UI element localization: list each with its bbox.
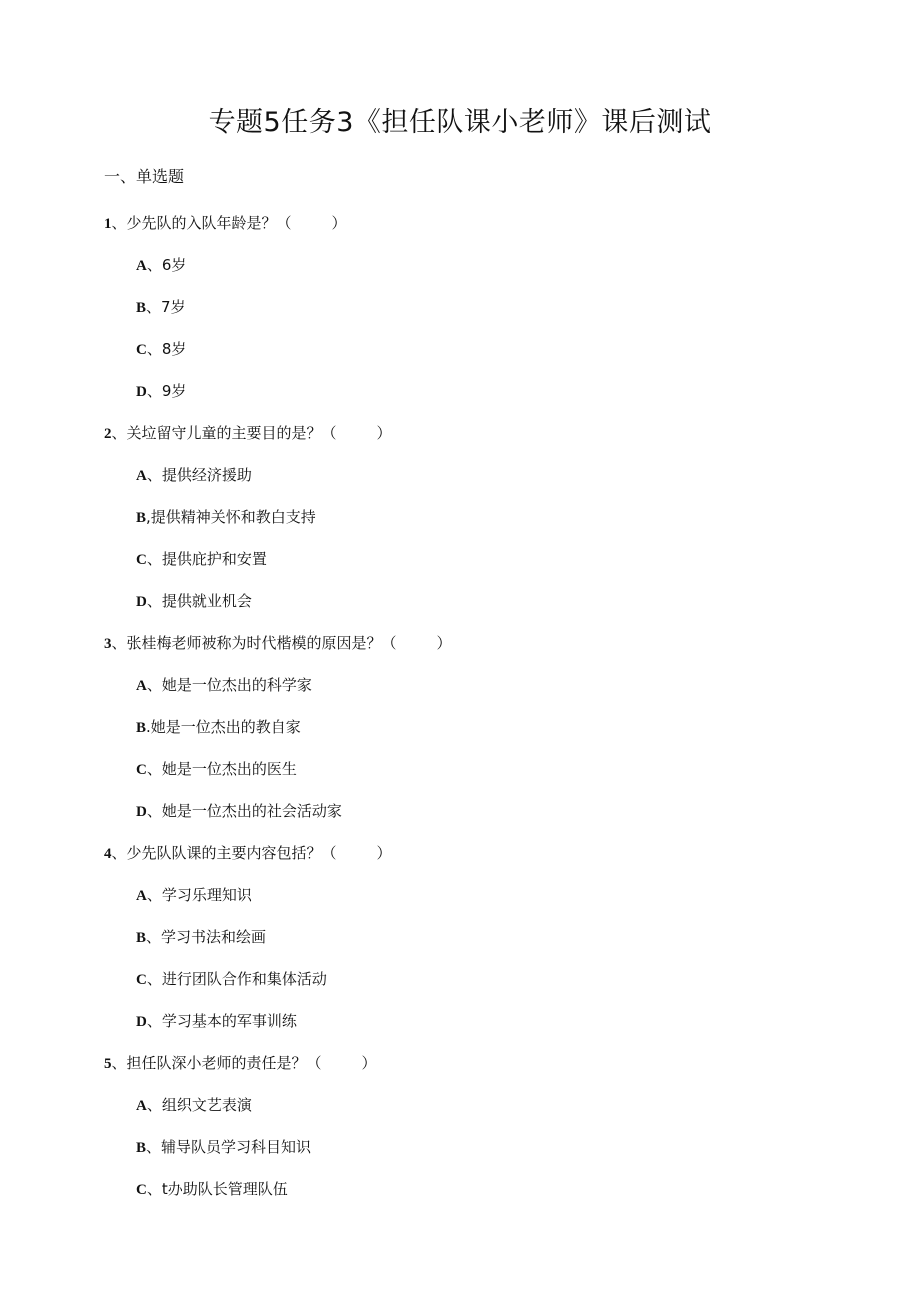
question-text: 、担任队深小老师的责任是？（ <box>111 1054 322 1072</box>
option-label: A <box>136 888 147 904</box>
option-separator: . <box>146 718 151 736</box>
question-text: 、少先队的入队年龄是？（ <box>111 214 292 232</box>
option-label: B <box>136 930 147 946</box>
option-label: A <box>136 468 147 484</box>
option-text: 她是一位杰出的医生 <box>161 760 297 778</box>
option-separator: , <box>146 508 151 526</box>
question-5 <box>104 1052 377 1075</box>
option-label: A <box>136 1098 147 1114</box>
option-label: A <box>136 258 147 274</box>
option-label: C <box>136 972 147 988</box>
option-b <box>136 506 316 529</box>
option-separator: 、 <box>146 1180 162 1198</box>
question-number: 2 <box>104 426 112 442</box>
question-4 <box>104 842 392 865</box>
option-text: 学习乐理知识 <box>161 886 252 904</box>
option-label: A <box>136 678 147 694</box>
option-label: D <box>136 1014 147 1030</box>
section-heading: 一、单选题 <box>104 167 185 186</box>
option-text: 她是一位杰出的社会活动家 <box>161 802 342 820</box>
question-close-paren: ） <box>331 214 347 232</box>
option-label: B <box>136 1140 147 1156</box>
option-text: 辅导队员学习科目知识 <box>161 1138 312 1156</box>
option-label: B <box>136 300 147 316</box>
option-text: 提供精神关怀和教白支持 <box>150 508 316 526</box>
option-text: 提供就业机会 <box>161 592 252 610</box>
option-label: C <box>136 552 147 568</box>
option-d <box>136 1010 297 1033</box>
option-c <box>136 968 327 991</box>
option-label: C <box>136 342 147 358</box>
option-text: 提供经济援助 <box>161 466 252 484</box>
question-text: 、张桂梅老师被称为时代楷模的原因是？（ <box>111 634 397 652</box>
option-label: D <box>136 384 147 400</box>
option-separator: 、 <box>146 1096 162 1114</box>
option-text: 她是一位杰出的教自家 <box>150 718 301 736</box>
option-text: 学习基本的军事训练 <box>161 1012 297 1030</box>
option-label: B <box>136 510 147 526</box>
option-separator: 、 <box>146 1012 162 1030</box>
option-separator: 、 <box>146 382 162 400</box>
option-b <box>136 716 301 739</box>
option-c <box>136 1178 288 1201</box>
option-a <box>136 884 252 907</box>
option-separator: 、 <box>146 256 162 274</box>
option-separator: 、 <box>146 928 162 946</box>
option-text: 组织文艺表演 <box>161 1096 252 1114</box>
option-text: 7岁 <box>161 298 186 316</box>
option-text: 9岁 <box>161 382 187 400</box>
option-d <box>136 380 186 403</box>
option-separator: 、 <box>146 298 162 316</box>
question-3 <box>104 632 452 655</box>
option-d <box>136 590 252 613</box>
option-separator: 、 <box>146 970 162 988</box>
page-title: 专题5任务3《担任队课小老师》课后测试 <box>208 107 712 138</box>
option-b <box>136 926 266 949</box>
option-text: 8岁 <box>161 340 187 358</box>
option-label: C <box>136 762 147 778</box>
option-text: 她是一位杰出的科学家 <box>161 676 312 694</box>
question-close-paren: ） <box>376 844 392 862</box>
option-a <box>136 464 252 487</box>
question-number: 3 <box>104 636 112 652</box>
option-separator: 、 <box>146 886 162 904</box>
option-separator: 、 <box>146 1138 162 1156</box>
question-text: 、关垃留守儿童的主要目的是？（ <box>111 424 337 442</box>
option-text: 学习书法和绘画 <box>161 928 267 946</box>
option-a <box>136 674 312 697</box>
question-1 <box>104 212 347 235</box>
question-number: 4 <box>104 846 112 862</box>
option-text: t办助队长管理队伍 <box>161 1180 288 1198</box>
option-d <box>136 800 342 823</box>
option-c <box>136 548 267 571</box>
option-separator: 、 <box>146 550 162 568</box>
option-b <box>136 296 186 319</box>
option-separator: 、 <box>146 466 162 484</box>
question-text: 、少先队队课的主要内容包括？（ <box>111 844 337 862</box>
question-close-paren: ） <box>361 1054 377 1072</box>
option-c <box>136 338 186 361</box>
option-a <box>136 1094 252 1117</box>
question-number: 5 <box>104 1056 112 1072</box>
option-separator: 、 <box>146 802 162 820</box>
option-label: C <box>136 1182 147 1198</box>
question-close-paren: ） <box>376 424 392 442</box>
question-close-paren: ） <box>436 634 452 652</box>
question-2 <box>104 422 392 445</box>
option-b <box>136 1136 311 1159</box>
option-text: 进行团队合作和集体活动 <box>161 970 327 988</box>
option-separator: 、 <box>146 340 162 358</box>
option-label: B <box>136 720 147 736</box>
option-separator: 、 <box>146 760 162 778</box>
option-text: 提供庇护和安置 <box>161 550 267 568</box>
option-separator: 、 <box>146 592 162 610</box>
option-separator: 、 <box>146 676 162 694</box>
option-label: D <box>136 804 147 820</box>
option-label: D <box>136 594 147 610</box>
option-a <box>136 254 186 277</box>
option-c <box>136 758 297 781</box>
option-text: 6岁 <box>161 256 187 274</box>
question-number: 1 <box>104 216 112 232</box>
